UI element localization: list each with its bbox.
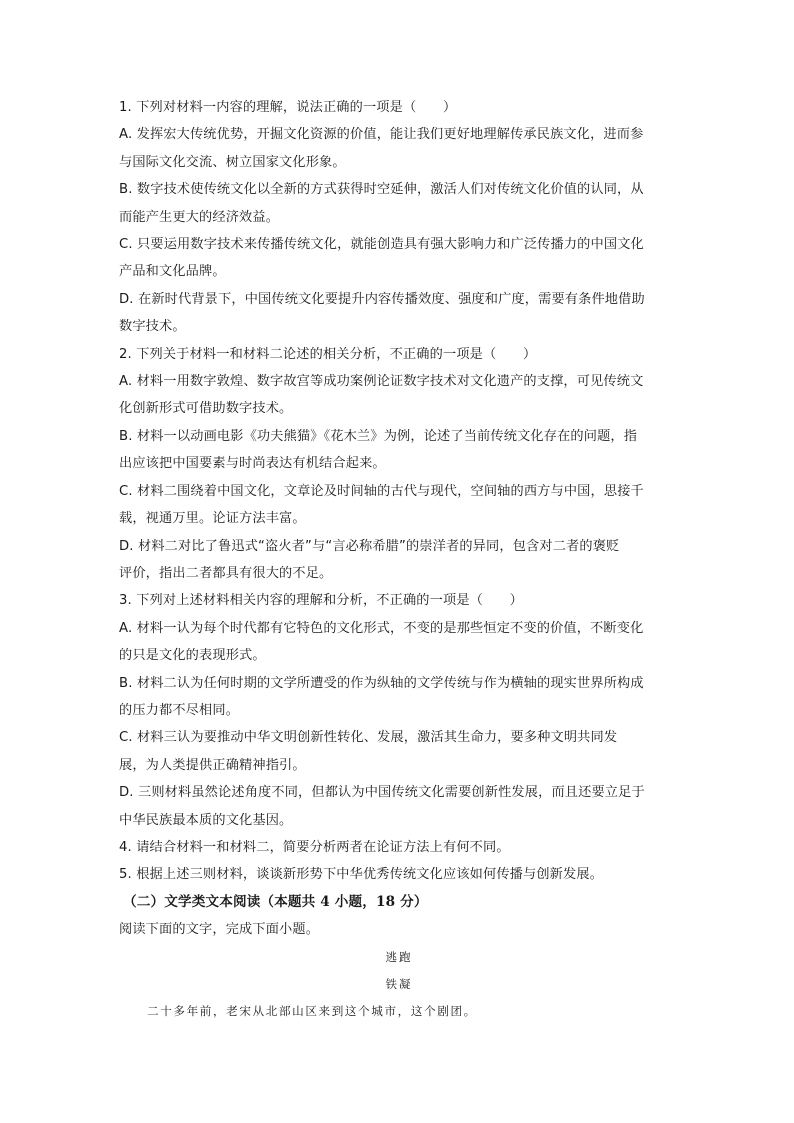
text-line: 阅读下面的文字，完成下面小题。 [119,922,320,938]
text-line: A. 发挥宏大传统优势，开掘文化资源的价值，能让我们更好地理解传承民族文化，进而参 [119,127,644,143]
text-line: D. 三则材料虽然论述角度不同，但都认为中国传统文化需要创新性发展，而且还要立足于 [119,785,645,801]
text-line: 与国际文化交流、树立国家文化形象。 [119,154,346,170]
text-line: 评价，指出二者都具有很大的不足。 [119,565,333,581]
text-line: B. 材料一以动画电影《功夫熊猫》《花木兰》为例，论述了当前传统文化存在的问题，指 [119,428,638,444]
story-title-line: 铁凝 [385,977,413,991]
document-body [119,94,679,1026]
text-line: A. 材料一认为每个时代都有它特色的文化形式，不变的是那些恒定不变的价值，不断变化 [119,620,644,636]
text-line: 产品和文化品牌。 [119,264,226,280]
text-line: 3. 下列对上述材料相关内容的理解和分析，不正确的一项是（ ） [119,593,524,609]
text-line: 5. 根据上述三则材料，谈谈新形势下中华优秀传统文化应该如何传播与创新发展。 [119,867,604,883]
story-paragraph: 二十多年前，老宋从北部山区来到这个城市，这个剧团。 [147,1004,477,1019]
text-line: 载，视通万里。论证方法丰富。 [119,511,306,527]
text-line: 的压力都不尽相同。 [119,702,240,718]
section-heading: （二）文学类文本阅读（本题共 4 小题，18 分） [123,893,428,910]
text-line: B. 数字技术使传统文化以全新的方式获得时空延伸，激活人们对传统文化价值的认同，从 [119,182,644,198]
story-title-line: 逃跑 [385,949,413,964]
text-line: D. 在新时代背景下，中国传统文化要提升内容传播效度、强度和广度，需要有条件地借助 [119,291,645,307]
text-line: 展，为人类提供正确精神指引。 [119,757,306,773]
text-line: 4. 请结合材料一和材料二，简要分析两者在论证方法上有何不同。 [119,839,510,855]
text-line: D. 材料二对比了鲁迅式“盗火者”与“言必称希腊”的崇洋者的异同，包含对二者的褒贬 [119,538,620,554]
text-line: 2. 下列关于材料一和材料二论述的相关分析，不正确的一项是（ ） [119,346,537,362]
text-line: 出应该把中国要素与时尚表达有机结合起来。 [119,456,386,472]
text-line: 而能产生更大的经济效益。 [119,209,280,225]
text-line: 中华民族最本质的文化基因。 [119,812,293,828]
text-line: C. 材料二围绕着中国文化，文章论及时间轴的古代与现代，空间轴的西方与中国，思接千 [119,483,644,499]
text-line: 1. 下列对材料一内容的理解，说法正确的一项是（ ） [119,100,457,115]
text-line: 数字技术。 [119,319,186,335]
text-line: C. 材料三认为要推动中华文明创新性转化、发展，激活其生命力，要多种文明共同发 [119,730,618,746]
text-line: 化创新形式可借助数字技术。 [119,401,293,417]
text-line: C. 只要运用数字技术来传播传统文化，就能创造具有强大影响力和广泛传播力的中国文化 [119,237,644,253]
text-line: 的只是文化的表现形式。 [119,648,266,664]
text-line: A. 材料一用数字敦煌、数字故宫等成功案例论证数字技术对文化遗产的支撑，可见传统文 [119,374,644,390]
text-line: B. 材料二认为任何时期的文学所遭受的作为纵轴的文学传统与作为横轴的现实世界所构成 [119,675,644,691]
